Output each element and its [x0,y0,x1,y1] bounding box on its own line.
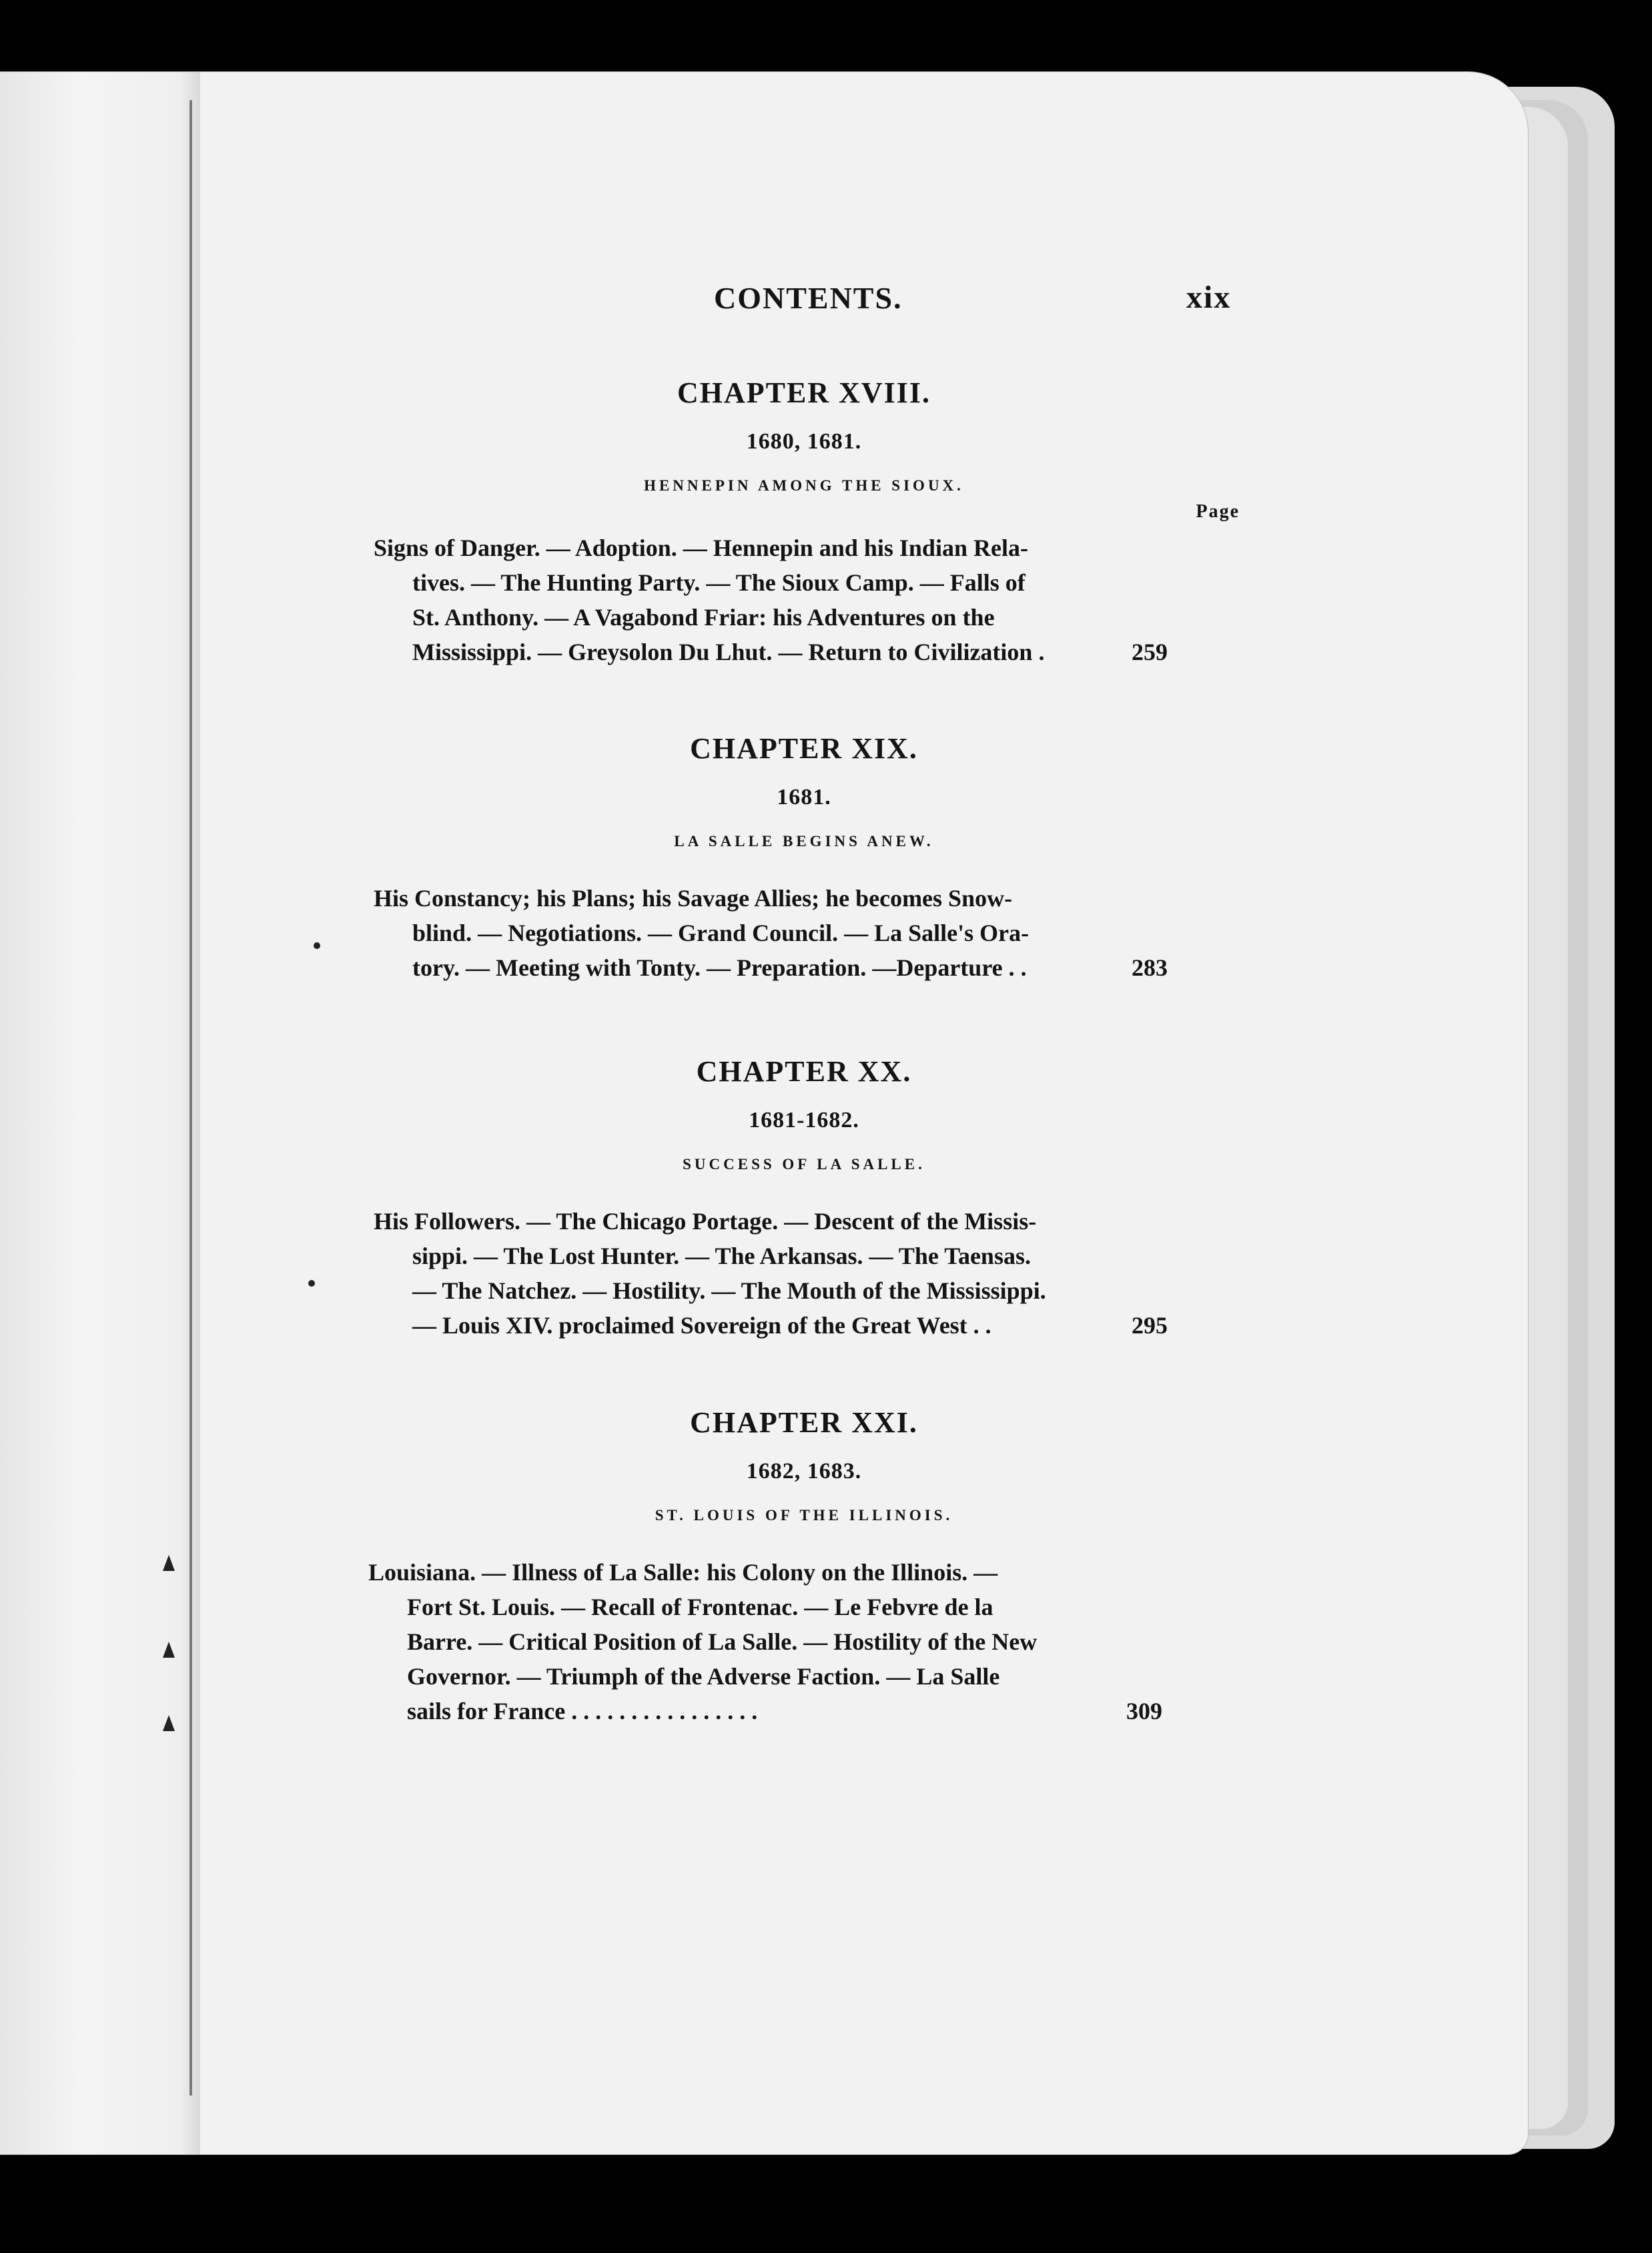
summary-line: Signs of Danger. — Adoption. — Hennepin and his Indian Rela- [374,535,1028,562]
page-number: 259 [1132,639,1168,666]
chapter-entry [368,1406,1234,1728]
chapter-subject: ST. LOUIS OF THE ILLINOIS. [655,1507,953,1524]
chapter-summary [374,1204,1168,1343]
summary-line: tives. — The Hunting Party. — The Sioux Camp. — Falls of [412,569,1025,597]
gutter-fold-line [189,100,192,2096]
chapter-heading: CHAPTER XVIII. [677,376,931,409]
summary-line: His Followers. — The Chicago Portage. — Descent of the Missis- [374,1208,1037,1235]
margin-dot [314,942,320,949]
chapter-subject: LA SALLE BEGINS ANEW. [674,833,934,850]
summary-line: Mississippi. — Greysolon Du Lhut. — Return to Civilization . [412,639,1045,666]
chapter-summary [374,881,1168,985]
chapter-subject: SUCCESS OF LA SALLE. [683,1156,925,1173]
chapter-subject: HENNEPIN AMONG THE SIOUX. [644,477,964,495]
summary-line: tory. — Meeting with Tonty. — Preparation. —Departure . . [412,954,1027,982]
summary-line: blind. — Negotiations. — Grand Council. — La Salle's Ora- [412,920,1029,947]
summary-line: sippi. — The Lost Hunter. — The Arkansas. — The Taensas. [412,1243,1031,1270]
chapter-years: 1682, 1683. [746,1459,862,1484]
summary-line: Fort St. Louis. — Recall of Frontenac. — Le Febvre de la [407,1594,993,1621]
summary-line: — The Natchez. — Hostility. — The Mouth of the Mississippi. [412,1277,1046,1305]
summary-line: Barre. — Critical Position of La Salle. — Hostility of the New [407,1628,1038,1656]
running-head: CONTENTS. [714,281,903,315]
chapter-years: 1681. [777,785,831,810]
summary-line: — Louis XIV. proclaimed Sovereign of the Great West . . [412,1312,991,1339]
summary-line: His Constancy; his Plans; his Savage Allies; he becomes Snow- [374,885,1013,912]
page-column-label: Page [1196,501,1240,523]
page-folio: xix [1186,280,1232,315]
page-number: 283 [1132,954,1168,982]
page-number: 309 [1126,1698,1162,1725]
chapter-years: 1681-1682. [749,1108,859,1133]
margin-dot [308,1280,315,1287]
page-number: 295 [1132,1312,1168,1339]
chapter-entry [374,1056,1234,1343]
chapter-summary [374,531,1168,669]
summary-line: sails for France . . . . . . . . . . . . . . . . [407,1698,758,1725]
margin-arrow-mark [163,1715,175,1731]
chapter-entry [374,376,1240,669]
chapter-heading: CHAPTER XXI. [690,1406,918,1439]
chapter-summary [368,1555,1162,1728]
summary-line: Louisiana. — Illness of La Salle: his Colony on the Illinois. — [368,1559,998,1586]
chapter-entry [374,733,1234,985]
summary-line: St. Anthony. — A Vagabond Friar: his Adventures on the [412,604,995,631]
chapter-heading: CHAPTER XX. [696,1055,912,1088]
margin-arrow-mark [163,1642,175,1658]
margin-arrow-mark [163,1555,175,1571]
gutter [0,72,200,2154]
summary-line: Governor. — Triumph of the Adverse Faction. — La Salle [407,1663,1000,1690]
chapter-heading: CHAPTER XIX. [690,732,918,765]
chapter-years: 1680, 1681. [746,429,862,454]
